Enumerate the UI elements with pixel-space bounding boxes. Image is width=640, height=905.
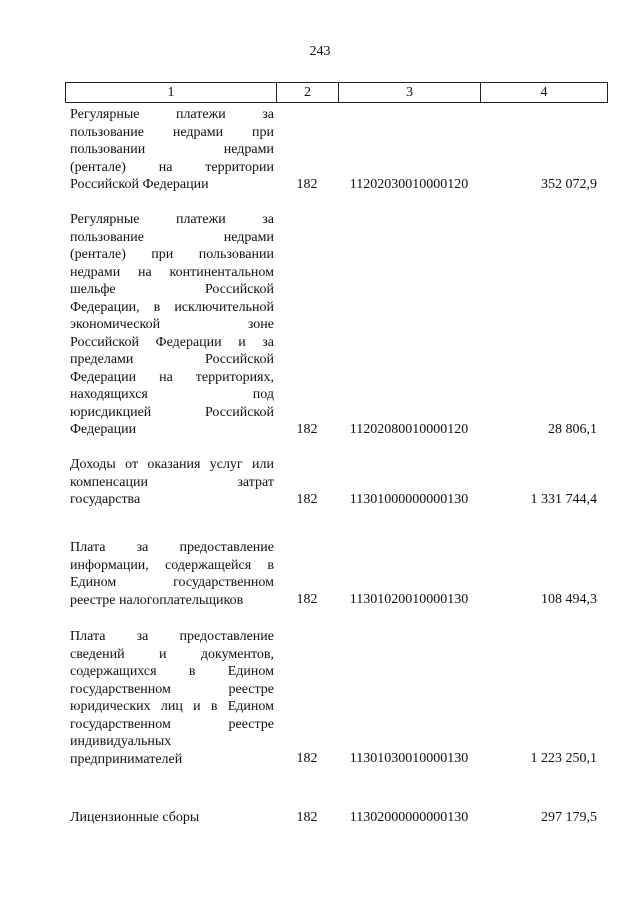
admin-code: 182 [296, 810, 318, 825]
name-line: государственном реестре [70, 681, 274, 697]
table-row [65, 628, 608, 768]
name-line: шельфе Российской [70, 282, 274, 297]
row-name [70, 539, 274, 609]
name-line: Лицензионные сборы [70, 810, 200, 825]
table-header [65, 82, 608, 103]
name-line: Доходы от оказания услуг или [70, 457, 274, 472]
table-row [65, 211, 608, 439]
name-line: юридических лиц и в Едином [70, 699, 274, 714]
name-line: предпринимателей [70, 751, 183, 767]
admin-code: 182 [296, 592, 318, 607]
admin-code: 182 [296, 492, 318, 507]
name-line: пределами Российской [70, 352, 274, 367]
name-line: Российской Федерации и за [70, 334, 274, 350]
name-line: Плата за предоставление [70, 629, 274, 644]
column-header-1: 1 [66, 83, 277, 102]
row-name [70, 809, 274, 827]
column-header-2: 2 [277, 83, 339, 102]
name-line: экономической зоне [70, 317, 274, 332]
name-line: реестре налогоплательщиков [70, 592, 244, 608]
name-line: Плата за предоставление [70, 540, 274, 555]
amount: 297 179,5 [541, 810, 597, 825]
name-line: Регулярные платежи за [70, 212, 274, 227]
admin-code: 182 [296, 751, 318, 766]
name-line: государственном реестре [70, 716, 274, 732]
amount: 1 223 250,1 [530, 751, 597, 766]
name-line: (рентале) на территории [70, 159, 274, 175]
name-line: Российской Федерации [70, 177, 209, 192]
page-number: 243 [309, 44, 331, 59]
table-row [65, 809, 608, 827]
table-row [65, 106, 608, 194]
name-line: Едином государственном [70, 575, 274, 590]
name-line: (рентале) при пользовании [70, 247, 274, 262]
table-row [65, 456, 608, 509]
admin-code: 182 [296, 177, 318, 192]
name-line: пользование недрами при [70, 124, 274, 140]
name-line: пользование недрами [70, 229, 274, 245]
name-line: содержащихся в Едином [70, 664, 274, 679]
row-name [70, 456, 274, 509]
name-line: пользовании недрами [70, 142, 274, 157]
amount: 352 072,9 [541, 177, 597, 192]
name-line: Федерации, в исключительной [70, 299, 274, 315]
row-name [70, 106, 274, 194]
row-name [70, 628, 274, 768]
name-line: Федерации [70, 422, 137, 437]
amount: 108 494,3 [541, 592, 597, 607]
name-line: государства [70, 492, 141, 507]
column-header-3: 3 [339, 83, 481, 102]
kbk-code: 11301000000000130 [349, 492, 469, 507]
name-line: индивидуальных [70, 734, 172, 749]
amount: 1 331 744,4 [530, 492, 597, 507]
name-line: компенсации затрат [70, 474, 274, 490]
column-header-4: 4 [540, 84, 548, 100]
name-line: Федерации на территориях, [70, 369, 274, 385]
amount: 28 806,1 [548, 422, 597, 437]
kbk-code: 11301020010000130 [349, 592, 469, 607]
name-line: Регулярные платежи за [70, 107, 274, 122]
kbk-code: 11301030010000130 [349, 751, 469, 766]
name-line: сведений и документов, [70, 646, 274, 662]
admin-code: 182 [296, 422, 318, 437]
name-line: информации, содержащейся в [70, 557, 274, 573]
name-line: находящихся под [70, 387, 274, 402]
name-line: юрисдикцией Российской [70, 404, 274, 420]
kbk-code: 11202030010000120 [349, 177, 469, 192]
name-line: недрами на континентальном [70, 264, 274, 280]
table-row [65, 539, 608, 609]
kbk-code: 11202080010000120 [349, 422, 469, 437]
row-name [70, 211, 274, 439]
kbk-code: 11302000000000130 [349, 810, 469, 825]
